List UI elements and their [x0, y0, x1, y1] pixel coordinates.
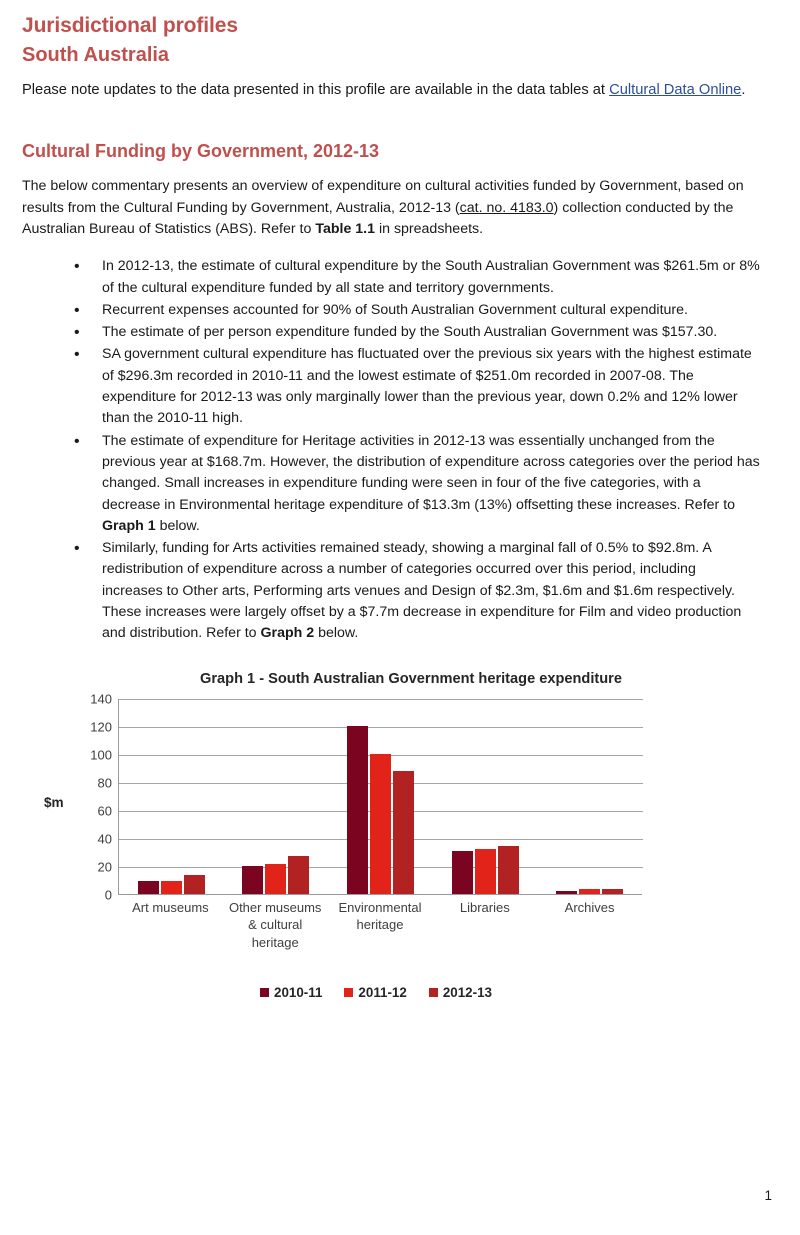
x-tick-label: Art museums — [132, 899, 209, 915]
bar-groups — [119, 699, 642, 894]
intro-paragraph — [22, 79, 760, 101]
bar-2011-12-environmental — [370, 754, 391, 894]
y-tick-label: 100 — [90, 747, 112, 763]
list-item — [74, 344, 760, 429]
x-tick-label: Environmental heritage — [338, 899, 422, 933]
legend-label: 2010-11 — [274, 984, 323, 1000]
y-tick-label: 0 — [104, 887, 112, 903]
y-axis-tick-labels — [72, 691, 112, 903]
bar-2010-11-environmental — [347, 726, 368, 894]
x-tick-label: Libraries — [459, 899, 510, 915]
bullet-text: SA government cultural expenditure has fluctuated over the previous six years with the highest estimate of $296.3m recorded in 2010-11 and the lowest estimate of $251.0m recorded in 2007-08. The expenditure for 2012-13 was only marginally lower than the previous year, down 0.2% and 12% lower than the 2010-11 high. — [102, 346, 752, 427]
page-title: Jurisdictional profiles — [22, 14, 238, 37]
bar-2012-13-archives — [602, 889, 623, 894]
legend-item — [260, 985, 322, 1000]
y-tick-label: 140 — [90, 691, 112, 707]
y-axis-title: $m — [44, 794, 64, 810]
section-heading: Cultural Funding by Government, 2012-13 — [22, 141, 380, 162]
bar-group — [537, 699, 642, 894]
key-findings-list — [22, 256, 760, 644]
list-item — [74, 300, 760, 321]
y-tick-label: 80 — [97, 775, 112, 791]
bar-2010-11-art — [138, 881, 159, 894]
legend-item — [344, 985, 406, 1000]
legend-swatch-icon — [260, 988, 269, 997]
graph-reference: Graph 2 — [260, 625, 315, 642]
list-item — [74, 538, 760, 644]
graph-1-container — [22, 671, 760, 1000]
list-item — [74, 256, 760, 299]
commentary-part-2: ) collection conducted by the Australian Bureau of Statistics (ABS). Refer to — [22, 199, 734, 237]
bar-2012-13-environmental — [393, 771, 414, 894]
bar-2010-11-libraries — [452, 851, 473, 894]
bar-2011-12-archives — [579, 889, 600, 893]
page-number: 1 — [764, 1188, 772, 1203]
bullet-text: below. — [314, 625, 359, 642]
bar-group — [433, 699, 538, 894]
page-subtitle: South Australia — [22, 44, 170, 66]
bullet-text: The estimate of expenditure for Heritage activities in 2012-13 was essentially unchanged from the previous year at $168.7m. However, the distribution of expenditure across categories over the period has changed. Small increases in expenditure funding were seen in four of the five categories, with a decrease in Environmental heritage expenditure of $13.3m (13%) offsetting these increases. Refer to — [102, 432, 760, 513]
bar-group — [328, 699, 433, 894]
x-axis-category-labels — [118, 899, 642, 952]
bar-2011-12-libraries — [475, 849, 496, 894]
y-tick-label: 60 — [97, 803, 112, 819]
commentary-part-1: The below commentary presents an overview of expenditure on cultural activities funded by Government, based on results from the Cultural Funding by Government, Australia, 2012-13 ( — [22, 178, 744, 216]
bullet-text: below. — [155, 517, 200, 534]
bullet-text: Similarly, funding for Arts activities remained steady, showing a marginal fall of 0.5% to $92.8m. A redistribution of expenditure across a number of categories occurred over this period, including increases to Other arts, Performing arts venues and Design of $2.3m, $1.6m and $1.6m respectively. These increases were largely offset by a $7.7m decrease in expenditure for Film and video production and distribution. Refer to — [102, 540, 742, 642]
bullet-text: Recurrent expenses accounted for 90% of South Australian Government cultural expenditure. — [102, 301, 688, 318]
list-item — [74, 322, 760, 343]
chart-legend — [22, 985, 760, 1000]
section-commentary — [22, 176, 760, 240]
intro-text-after-link: . — [741, 82, 746, 98]
catalogue-number-link[interactable]: cat. no. 4183.0 — [459, 199, 554, 216]
bar-2010-11-archives — [556, 891, 577, 894]
legend-item — [429, 985, 492, 1000]
bullet-text: The estimate of per person expenditure funded by the South Australian Government was $157.30. — [102, 324, 718, 341]
intro-text-before-link: Please note updates to the data presented in this profile are available in the data tables at — [22, 82, 610, 98]
list-item — [74, 431, 760, 537]
cultural-data-online-link[interactable]: Cultural Data Online — [609, 82, 742, 98]
y-tick-label: 120 — [90, 719, 112, 735]
commentary-part-3: in spreadsheets. — [375, 220, 484, 237]
bar-group — [119, 699, 224, 894]
legend-swatch-icon — [344, 988, 353, 997]
graph-reference: Graph 1 — [102, 517, 156, 534]
bar-2010-11-other — [242, 866, 263, 893]
bar-2012-13-art — [184, 875, 205, 893]
legend-swatch-icon — [429, 988, 438, 997]
legend-label: 2012-13 — [442, 984, 492, 1000]
bar-2012-13-libraries — [498, 846, 519, 894]
bar-2011-12-other — [265, 864, 286, 893]
legend-label: 2011-12 — [358, 984, 407, 1000]
x-tick-label: Other museums & cultural heritage — [228, 899, 322, 950]
chart-title: Graph 1 - South Australian Government heritage expenditure — [200, 670, 622, 687]
table-reference: Table 1.1 — [315, 220, 376, 237]
y-tick-label: 40 — [97, 831, 112, 847]
plot-canvas — [118, 699, 642, 895]
y-tick-label: 20 — [97, 859, 112, 875]
bar-2011-12-art — [161, 881, 182, 894]
bar-group — [224, 699, 329, 894]
chart-plot-area — [44, 691, 642, 950]
bullet-text: In 2012-13, the estimate of cultural expenditure by the South Australian Government was $261.5m or 8% of the cultural expenditure funded by all state and territory governments. — [102, 258, 760, 296]
bar-2012-13-other — [288, 856, 309, 894]
x-tick-label: Archives — [564, 899, 615, 915]
